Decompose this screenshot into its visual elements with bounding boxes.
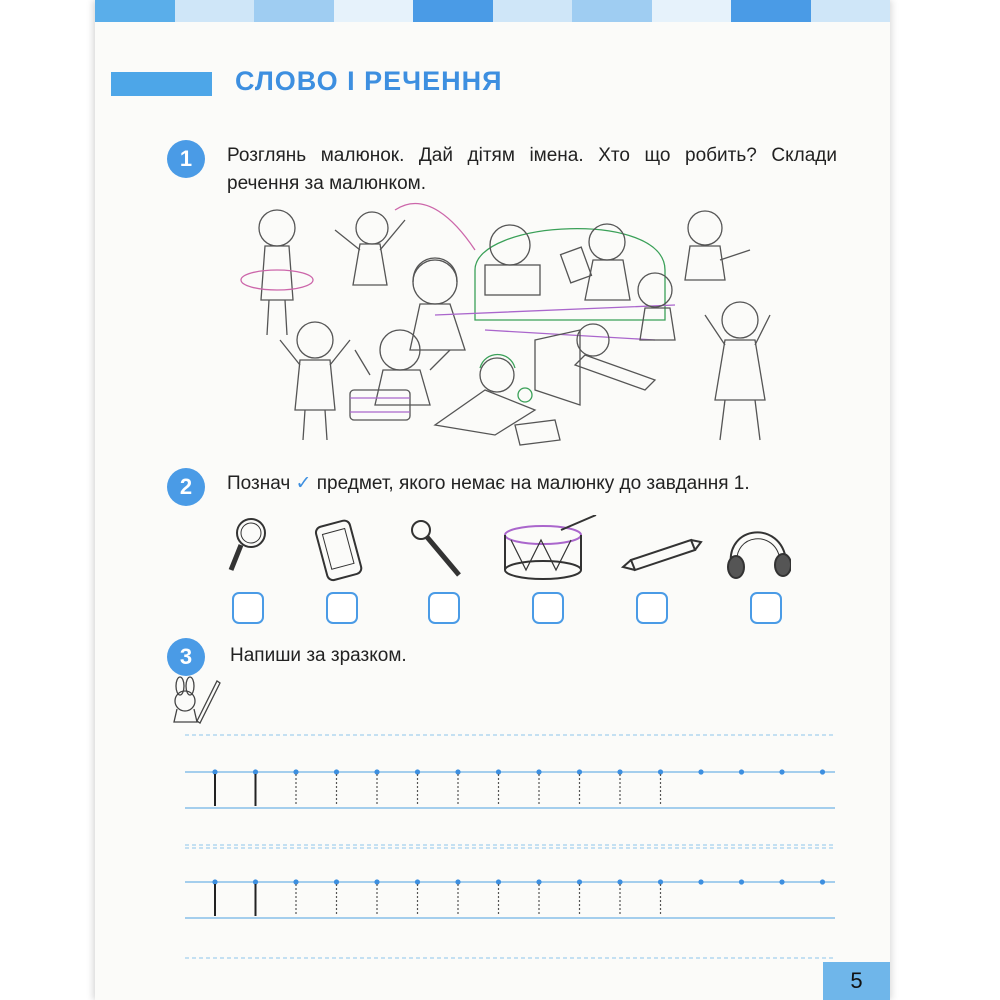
strip-segment	[652, 0, 732, 22]
guide-dot	[698, 769, 703, 774]
guide-dot	[293, 769, 298, 774]
title-accent-bar	[111, 72, 212, 96]
guide-dot	[212, 769, 217, 774]
task-2-number: 2	[167, 468, 205, 506]
children-scene-illustration	[235, 190, 775, 450]
guide-dot	[739, 879, 744, 884]
guide-dot	[698, 879, 703, 884]
strip-segment	[572, 0, 652, 22]
microphone-icon	[412, 521, 459, 575]
page-number: 5	[823, 962, 890, 1000]
headphones-icon	[728, 532, 791, 578]
guide-dot	[334, 879, 339, 884]
task-3-text: Напиши за зразком.	[230, 645, 407, 666]
guide-dot	[658, 769, 663, 774]
strip-segment	[254, 0, 334, 22]
guide-dot	[455, 769, 460, 774]
guide-dot	[536, 879, 541, 884]
answer-box-pencil[interactable]	[636, 592, 668, 624]
strip-segment	[811, 0, 891, 22]
workbook-page	[95, 0, 890, 1000]
answer-box-headphones[interactable]	[750, 592, 782, 624]
check-mark-icon: ✓	[295, 473, 312, 494]
guide-dot	[779, 879, 784, 884]
rabbit-pencil-icon	[162, 676, 222, 726]
handwriting-practice-lines[interactable]	[185, 730, 835, 960]
strip-segment	[334, 0, 414, 22]
guide-dot	[739, 769, 744, 774]
strip-segment	[175, 0, 255, 22]
guide-dot	[577, 879, 582, 884]
guide-dot	[293, 879, 298, 884]
guide-dot	[496, 769, 501, 774]
guide-dot	[577, 769, 582, 774]
guide-dot	[415, 879, 420, 884]
task-2-text-before: Познач	[227, 473, 291, 494]
task-2-text	[227, 470, 750, 498]
guide-dot	[374, 769, 379, 774]
guide-dot	[820, 879, 825, 884]
guide-dot	[536, 769, 541, 774]
guide-dot	[779, 769, 784, 774]
strip-segment	[413, 0, 493, 22]
guide-dot	[496, 879, 501, 884]
object-items-row	[221, 515, 791, 585]
strip-segment	[95, 0, 175, 22]
guide-dot	[212, 879, 217, 884]
answer-box-phone[interactable]	[326, 592, 358, 624]
guide-dot	[820, 769, 825, 774]
guide-dot	[334, 769, 339, 774]
answer-box-microphone[interactable]	[428, 592, 460, 624]
guide-dot	[374, 879, 379, 884]
guide-dot	[455, 879, 460, 884]
magnifier-icon	[231, 519, 265, 570]
top-color-strip	[95, 0, 890, 22]
pencil-icon	[623, 540, 701, 570]
guide-dot	[415, 769, 420, 774]
task-3-number: 3	[167, 638, 205, 676]
task-1-number: 1	[167, 140, 205, 178]
guide-dot	[253, 879, 258, 884]
guide-dot	[617, 879, 622, 884]
page-title: СЛОВО І РЕЧЕННЯ	[235, 66, 503, 96]
guide-dot	[658, 879, 663, 884]
guide-dot	[617, 769, 622, 774]
drum-icon	[505, 515, 596, 579]
answer-box-drum[interactable]	[532, 592, 564, 624]
guide-dot	[253, 769, 258, 774]
strip-segment	[731, 0, 811, 22]
task-1-text: Розглянь малюнок. Дай дітям імена. Хто що робить? Склади речення за малюнком.	[227, 145, 837, 194]
phone-icon	[315, 519, 363, 581]
answer-box-magnifier[interactable]	[232, 592, 264, 624]
task-2-text-after: предмет, якого немає на малюнку до завдання 1.	[316, 473, 750, 494]
strip-segment	[493, 0, 573, 22]
